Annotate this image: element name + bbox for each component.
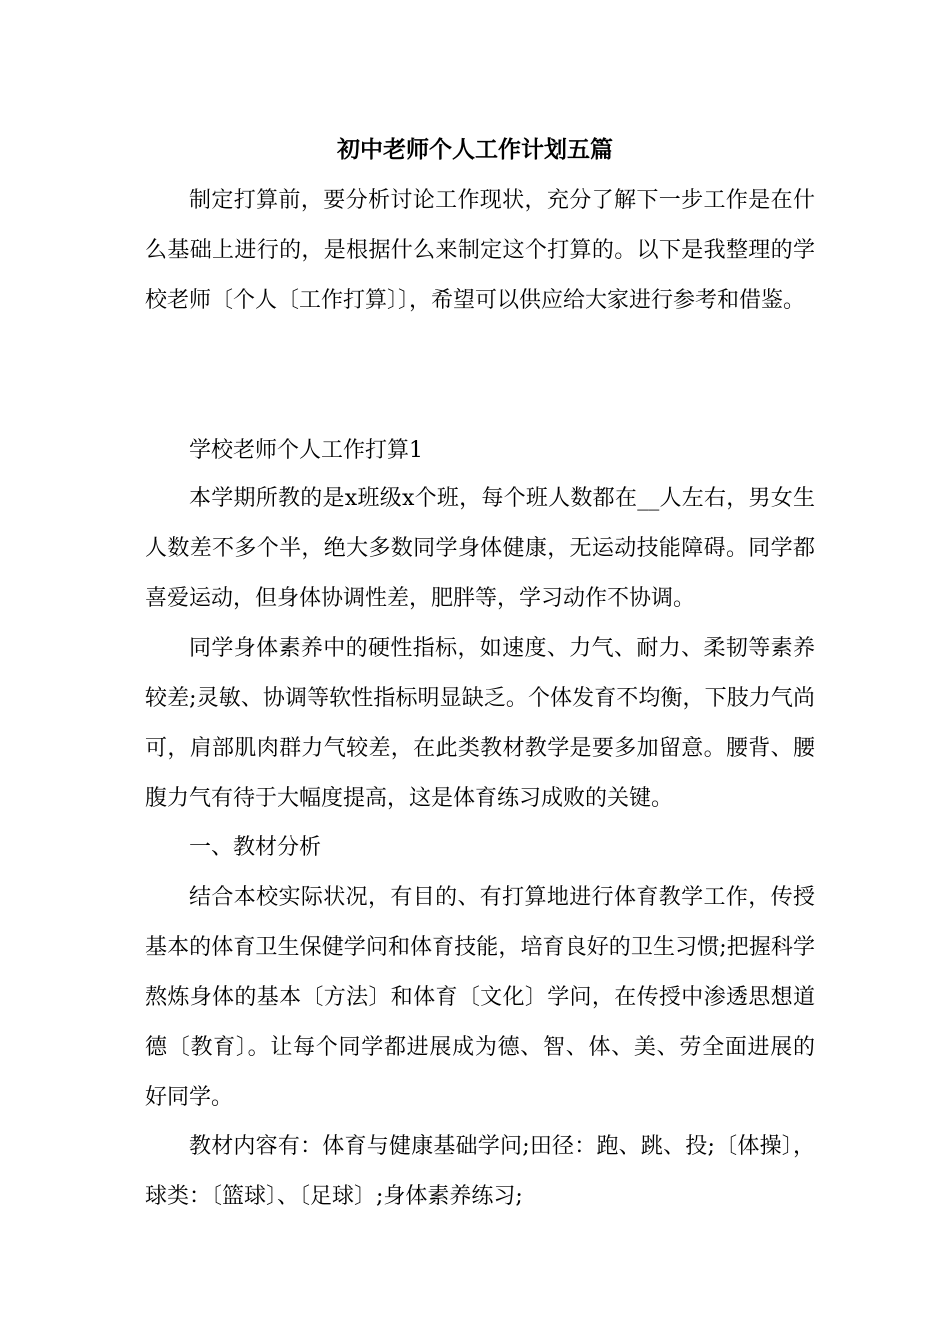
intro-paragraph: 制定打算前，要分析讨论工作现状，充分了解下一步工作是在什么基础上进行的，是根据什么来制定这个打算的。以下是我整理的学校老师〔个人〔工作打算〕〕，希望可以供应给大家进行参考和借鉴。	[145, 188, 815, 313]
paragraph-class-situation: 本学期所教的是x班级x个班，每个班人数都在__人左右，男女生人数差不多个半，绝大多数同学身体健康，无运动技能障碍。同学都喜爱运动，但身体协调性差，肥胖等，学习动作不协调。	[145, 486, 815, 611]
document-title: 初中老师个人工作计划五篇	[337, 136, 613, 163]
heading-material-analysis: 一、教材分析	[189, 835, 322, 860]
section-title: 学校老师个人工作打算1	[189, 438, 423, 463]
paragraph-physical-quality: 同学身体素养中的硬性指标，如速度、力气、耐力、柔韧等素养较差;灵敏、协调等软性指标明显缺乏。个体发育不均衡，下肢力气尚可，肩部肌肉群力气较差，在此类教材教学是要多加留意。腰背、腰腹力气有待于大幅度提高，这是体育练习成败的关键。	[145, 636, 815, 811]
paragraph-teaching-content: 教材内容有：体育与健康基础学问;田径：跑、跳、投;〔体操〕，球类：〔篮球〕、〔足球〕;身体素养练习;	[145, 1134, 815, 1209]
paragraph-teaching-goals: 结合本校实际状况，有目的、有打算地进行体育教学工作，传授基本的体育卫生保健学问和体育技能，培育良好的卫生习惯;把握科学熬炼身体的基本〔方法〕和体育〔文化〕学问，在传授中渗透思想道德〔教育〕。让每个同学都进展成为德、智、体、美、劳全面进展的好同学。	[145, 885, 815, 1110]
